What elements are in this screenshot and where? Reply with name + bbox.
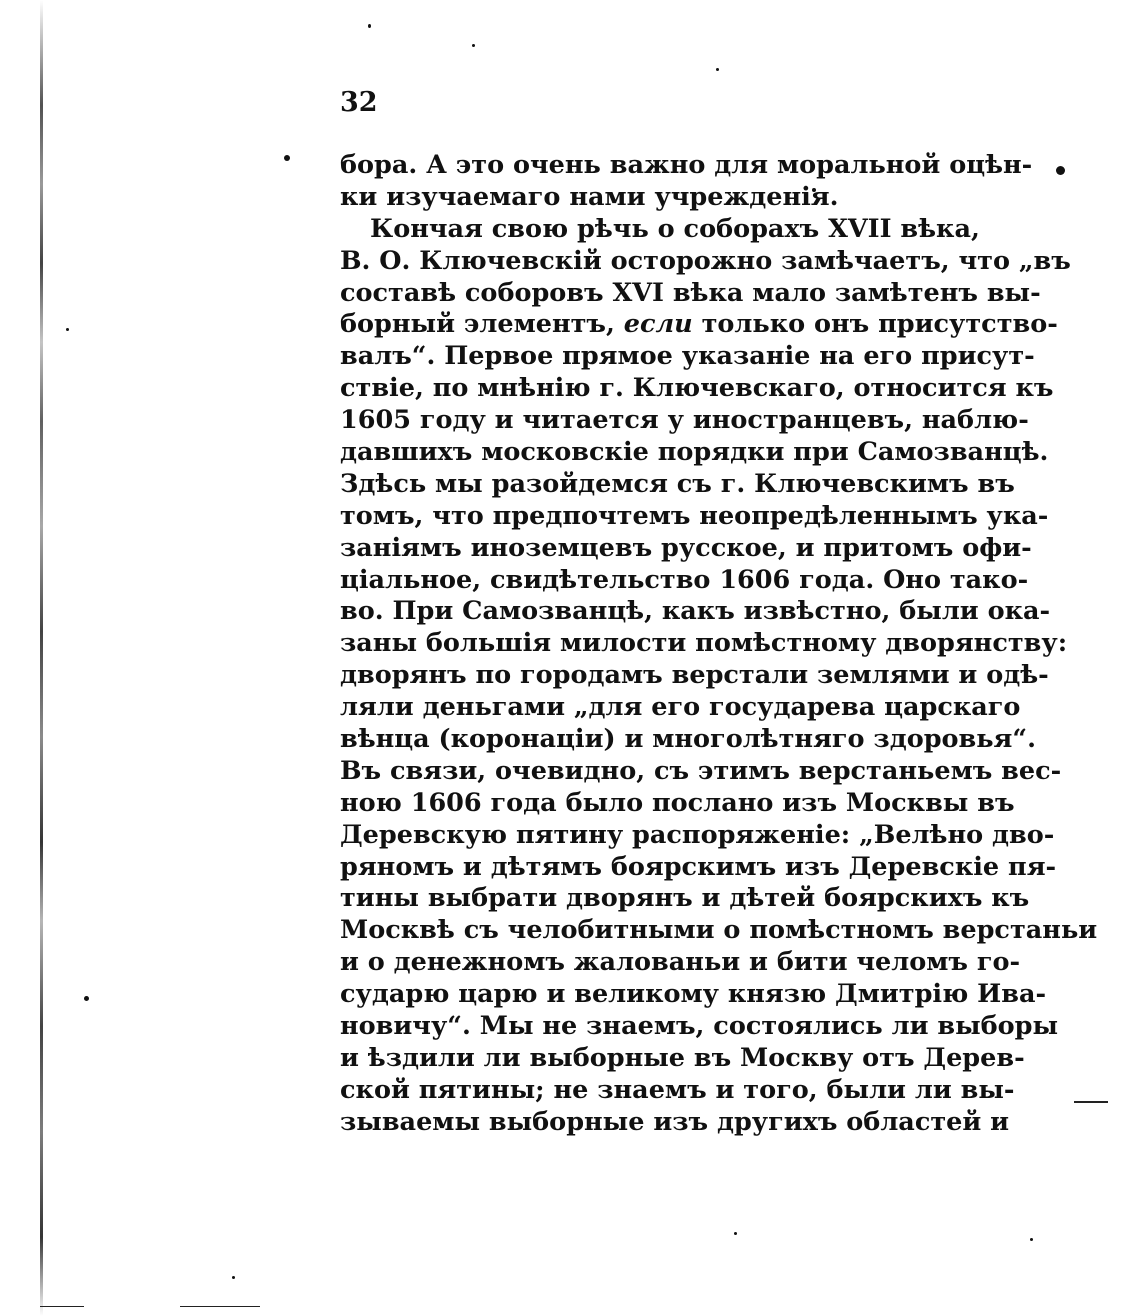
scan-speck	[1030, 1238, 1033, 1241]
text-line: во. При Самозванцѣ, какъ извѣстно, были ока-	[340, 596, 1051, 627]
scan-speck	[232, 1276, 235, 1279]
scan-dash	[180, 1306, 260, 1307]
text-line: сударю царю и великому князю Дмитрію Ива-	[340, 979, 1047, 1010]
scan-speck	[1056, 166, 1065, 175]
text-line: валъ“. Первое прямое указаніе на его присут-	[340, 341, 1035, 372]
text-line: дворянъ по городамъ верстали землями и одѣ-	[340, 660, 1049, 691]
text-line: ки изучаемаго нами учрежденія.	[340, 181, 839, 212]
scan-edge-artifact	[40, 0, 43, 1316]
text-line: Кончая свою рѣчь о соборахъ XVII вѣка,	[370, 213, 980, 244]
text-line: давшихъ московскіе порядки при Самозванцѣ.	[340, 437, 1049, 468]
text-line: и ѣздили ли выборные въ Москву отъ Дерев-	[340, 1042, 1025, 1073]
text-line: бора. А это очень важно для моральной оцѣн-	[340, 150, 1033, 180]
text-line: томъ, что предпочтемъ неопредѣленнымъ ука-	[340, 500, 1049, 531]
scan-speck	[368, 24, 371, 28]
scan-speck	[84, 996, 89, 1001]
scan-speck	[716, 68, 719, 71]
text-line: ціальное, свидѣтельство 1606 года. Оно тако-	[340, 564, 1029, 595]
scan-dash	[1074, 1101, 1108, 1103]
text-line: заніямъ иноземцевъ русское, и притомъ офи-	[340, 532, 1032, 563]
body-text	[340, 150, 1098, 1139]
text-line: ною 1606 года было послано изъ Москвы въ	[340, 787, 1015, 818]
text-line: составѣ соборовъ XVI вѣка мало замѣтенъ вы-	[340, 277, 1041, 308]
text-line: В. О. Ключевскій осторожно замѣчаетъ, что „въ	[340, 245, 1071, 276]
text-line: Въ связи, очевидно, съ этимъ верстаньемъ вес-	[340, 755, 1062, 786]
text-line: зываемы выборные изъ другихъ областей и	[340, 1106, 1010, 1137]
scan-speck	[734, 1232, 737, 1235]
text-line: вѣнца (коронаціи) и многолѣтняго здоровья“.	[340, 724, 1036, 755]
emphasis: если	[623, 309, 693, 340]
text-line: ствіе, по мнѣнію г. Ключевскаго, относится къ	[340, 373, 1054, 404]
text-line: заны большія милости помѣстному дворянству:	[340, 628, 1068, 659]
text-line: и о денежномъ жалованьи и бити челомъ го-	[340, 947, 1021, 978]
scan-dash	[40, 1306, 84, 1307]
text-line: новичу“. Мы не знаемъ, состоялись ли выборы	[340, 1011, 1059, 1042]
scan-speck	[66, 328, 69, 331]
text-line: ряномъ и дѣтямъ боярскимъ изъ Деревскіе пя-	[340, 851, 1057, 882]
text-line: Здѣсь мы разойдемся съ г. Ключевскимъ въ	[340, 468, 1015, 499]
text-line: ской пятины; не знаемъ и того, были ли вы-	[340, 1074, 1015, 1105]
text-line: Деревскую пятину распоряженіе: „Велѣно дво-	[340, 819, 1055, 850]
text-line: 1605 году и читается у иностранцевъ, наблю-	[340, 405, 1029, 436]
text-line: Москвѣ съ челобитными о помѣстномъ верстаньи	[340, 915, 1098, 946]
scan-speck	[472, 44, 475, 47]
text-line: борный элементъ, если только онъ присутство-	[340, 309, 1058, 340]
text-line: тины выбрати дворянъ и дѣтей боярскихъ къ	[340, 883, 1030, 914]
text-line: ляли деньгами „для его государева царскаго	[340, 692, 1021, 723]
scan-speck	[284, 155, 290, 161]
page-number: 32	[340, 87, 378, 118]
